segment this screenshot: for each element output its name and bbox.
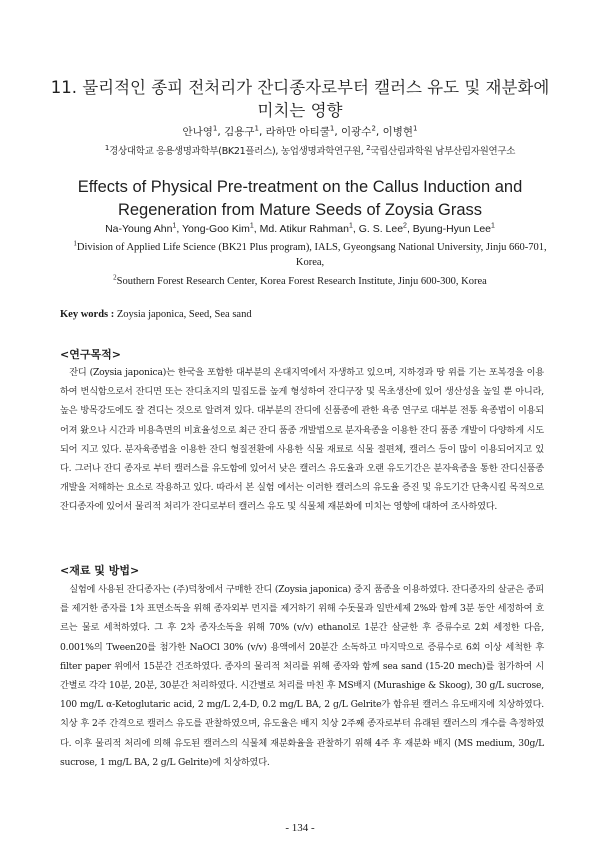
section-heading-methods: <재료 및 방법> xyxy=(60,564,140,577)
author-en: Na-Young Ahn$^1$ xyxy=(105,222,177,235)
keywords-value: Zoysia japonica, Seed, Sea sand xyxy=(116,309,252,320)
keywords-label: Key words : xyxy=(60,309,115,320)
korean-affiliation: $^1$경상대학교 응용생명과학부(BK21플러스), 농업생명과학연구원, $^2$국립산림과학원 남부산림자원연구소 xyxy=(104,143,516,157)
korean-title xyxy=(40,76,560,122)
korean-title-line-1: 11. 물리적인 종피 전처리가 잔디종자로부터 캘러스 유도 및 재분화에 xyxy=(50,78,550,97)
korean-title-line-2: 미치는 영향 xyxy=(257,101,343,120)
keywords xyxy=(60,309,540,320)
english-affiliation-1: $^1$Division of Applied Life Science (BK21 Plus program), IALS, Gyeongsang National University, Jinju 660-701, Korea, xyxy=(73,239,547,268)
author-en: Yong-Goo Kim$^1$ xyxy=(181,222,254,235)
author-en: G. S. Lee$^2$ xyxy=(358,222,407,235)
author-en: Byung-Hyun Lee$^1$ xyxy=(412,222,495,235)
english-authors: Na-Young Ahn$^1$, Yong-Goo Kim$^1$, Md. Atikur Rahman$^1$, G. S. Lee$^2$, Byung-Hyun Lee$^1$ xyxy=(105,222,495,235)
english-title xyxy=(30,176,570,222)
section-body-objective: 잔디 (Zoysia japonica)는 한국을 포함한 대부분의 온대지역에서 자생하고 있으며, 지하경과 땅 위를 기는 포복경을 이용하여 번식함으로서 잔디면 또는 잔디초지의 밀집도를 높게 형성하여 잔디구장 및 목초생산에 있어 생산성을 높일 뿐 아니라, 높은 방목강도에도 잘 견디는 것으로 알려져 있다. 대부분의 잔디에 신품종에 관한 육종 연구로 대부분 전통 육종법이 이용되어져 왔으나 시간과 비용측면의 비효율성으로 최근 잔디 품종 개발법으로 분자육종을 이용한 잔디 품종 개발이 다양하게 시도되어 지고 있다. 분자육종법을 이용한 잔디 형질전환에 사용한 식물 재료로 식물 절편체, 캘러스 등이 많이 이용되어지고 있다. 그러나 잔디 종자로 부터 캘러스를 유도함에 있어서 낮은 캘러스 유도율과 오랜 유도기간은 분자육종을 통한 잔디신품종 개발을 저해하는 요소로 작용하고 있다. 따라서 본 실험 에서는 이러한 캘러스의 유도율 증진 및 유도기간 단축시킬 목적으로 잔디종자에 있어서 물리적 처리가 잔디로부터 캘러스 유도 및 식물체 재분화에 미치는 영향에 대하여 조사하였다. xyxy=(60,367,544,513)
section-heading-objective: <연구목적> xyxy=(60,348,121,361)
author-en: Md. Atikur Rahman$^1$ xyxy=(259,222,353,235)
english-title-line-1: Effects of Physical Pre-treatment on the Callus Induction and xyxy=(77,178,523,196)
author-ko: 안나영$^1$ xyxy=(182,124,218,138)
english-title-line-2: Regeneration from Mature Seeds of Zoysia Grass xyxy=(117,201,483,219)
author-ko: 라하만 아티쿨$^1$ xyxy=(265,124,335,138)
author-ko: 이광수$^2$ xyxy=(341,124,376,138)
section-body-methods: 실험에 사용된 잔디종자는 (주)덕창에서 구매한 잔디 (Zoysia japonica) 중지 품종을 이용하였다. 잔디종자의 살균은 종피를 제거한 종자를 1차 표면소독을 위해 종자외부 먼지를 제거하기 위해 수돗물과 일반세제 2%와 함께 3분 동안 세정하여 흐르는 물로 세척하였다. 그 후 2차 종자소독을 위해 70% (v/v) ethanol로 1분간 살균한 후 증류수로 2회 세정한 다음, 0.001%의 Tween20를 첨가한 NaOCl 30% (v/v) 용액에서 20분간 소독하고 마지막으로 증류수로 6회 이상 세척한 후 filter paper 위에서 15분간 건조하였다. 종자의 물리적 처리를 위해 종자와 함께 sea sand (15-20 mech)를 첨가하여 시간별로 각각 10분, 20분, 30분간 처리하였다. 시간별로 처리를 마친 후 MS배지 (Murashige & Skoog), 30 g/L sucrose, 100 mg/L α-Ketoglutaric acid, 2 mg/L 2,4-D, 0.2 mg/L BA, 2 g/L Gelrite가 함유된 캘러스 유도배지에 치상하였다. 치상 후 2주 간격으로 캘러스 유도를 관찰하였으며, 유도율은 배지 치상 2주째 종자로부터 유래된 캘러스의 개수를 측정하였다. 이후 물리적 처리에 의해 유도된 캘러스의 식물체 재분화율을 관찰하기 위해 4주 후 재분화 배지 (MS medium, 30g/L sucrose, 1 mg/L BA, 2 g/L Gelrite)에 치상하였다. xyxy=(60,584,544,768)
korean-authors: 안나영$^1$, 김용구$^1$, 라하만 아티쿨$^1$, 이광수$^2$, 이병현$^1$ xyxy=(182,124,418,138)
page-number: - 134 - xyxy=(285,822,315,834)
author-ko: 이병현$^1$ xyxy=(382,124,418,138)
author-ko: 김용구$^1$ xyxy=(224,124,259,138)
english-affiliation-2: $^2$Southern Forest Research Center, Korea Forest Research Institute, Jinju 600-300, Korea xyxy=(113,273,487,287)
